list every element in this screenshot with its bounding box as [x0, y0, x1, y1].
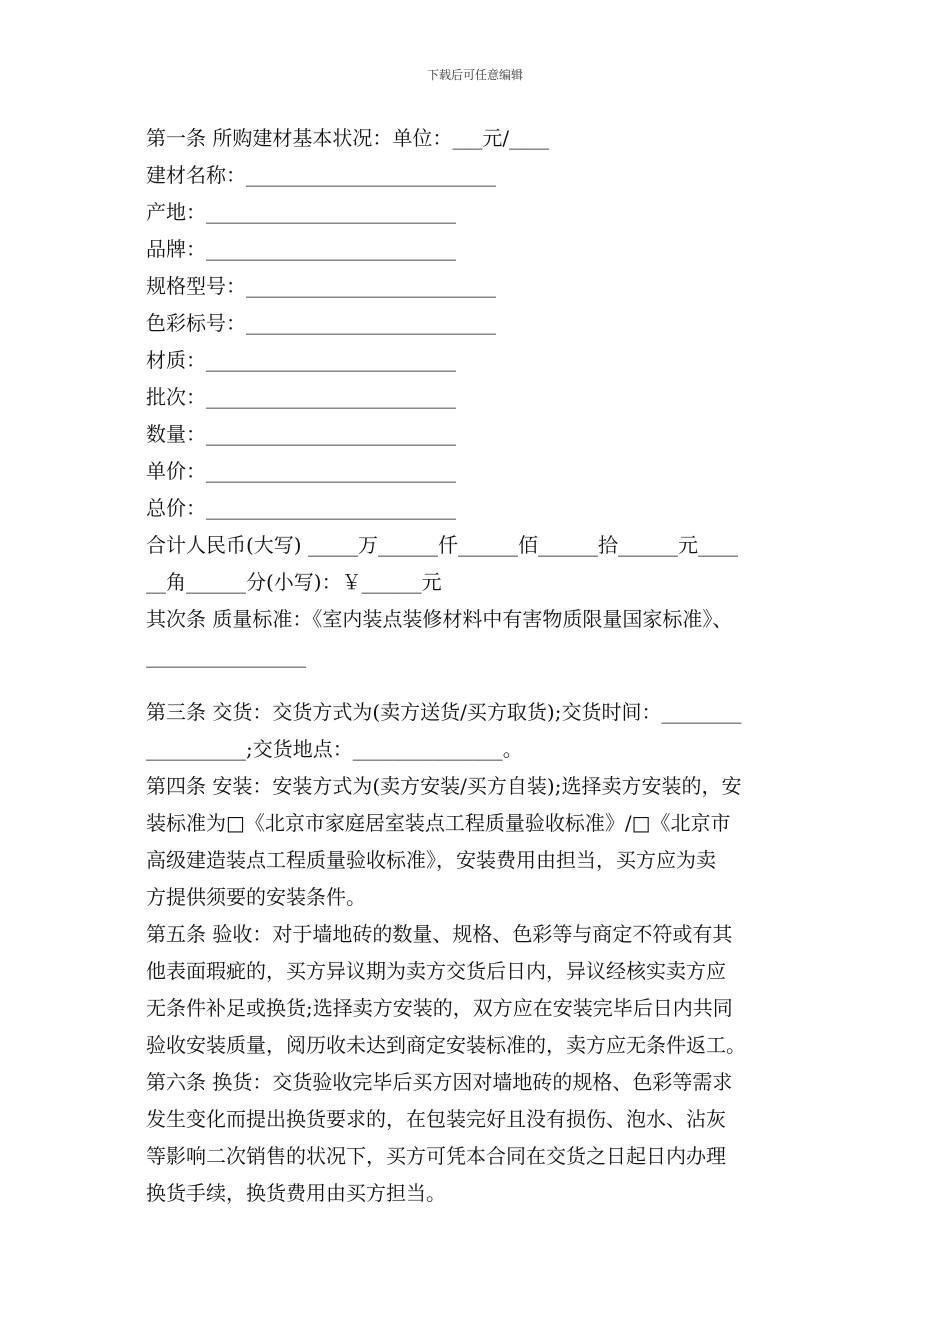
article-6-line-1: 第六条 换货：交货验收完毕后买方因对墙地砖的规格、色彩等需求 — [146, 1070, 733, 1094]
quantity-line: 数量：_________________________ — [146, 422, 456, 446]
spec-model-line: 规格型号：_________________________ — [146, 274, 496, 298]
unit-price-line: 单价：_________________________ — [146, 459, 456, 483]
batch-line: 批次：_________________________ — [146, 385, 456, 409]
article-4-line-1: 第四条 安装：安装方式为(卖方安装/买方自装);选择卖方安装的，安 — [146, 774, 742, 798]
article-4-line-3: 高级建造装点工程质量验收标准》，安装费用由担当，买方应为卖 — [146, 848, 716, 872]
article-6-line-4: 换货手续，换货费用由买方担当。 — [146, 1181, 446, 1205]
total-price-line: 总价：_________________________ — [146, 496, 456, 520]
brand-line: 品牌：_________________________ — [146, 237, 456, 261]
article-6-line-3: 等影响二次销售的状况下，买方可凭本合同在交货之日起日内办理 — [146, 1144, 726, 1168]
material-line: 材质：_________________________ — [146, 348, 456, 372]
color-code-line: 色彩标号：_________________________ — [146, 311, 496, 335]
article-5-line-3: 无条件补足或换货;选择卖方安装的，双方应在安装完毕后日内共同 — [146, 996, 733, 1020]
article-2-quality-line: 其次条 质量标准：《室内装点装修材料中有害物质限量国家标准》、 — [146, 607, 733, 631]
page-header: 下载后可任意编辑 — [426, 68, 523, 82]
article-4-line-4: 方提供须要的安装条件。 — [146, 885, 366, 909]
origin-line: 产地：_________________________ — [146, 200, 456, 224]
material-name-line: 建材名称：_________________________ — [146, 163, 496, 187]
article-5-line-4: 验收安装质量，阅历收未达到商定安装标准的，卖方应无条件返工。 — [146, 1033, 746, 1057]
article-3-delivery-line: 第三条 交货：交货方式为(卖方送货/买方取货);交货时间：________ — [146, 700, 742, 724]
article-6-line-2: 发生变化而提出换货要求的，在包装完好且没有损伤、泡水、沾灰 — [146, 1107, 726, 1131]
total-rmb-uppercase-line: 合计人民币(大写) _____万______仟______佰______拾______元____ — [146, 533, 738, 557]
article-5-line-2: 他表面瑕疵的，买方异议期为卖方交货后日内，异议经核实卖方应 — [146, 959, 726, 983]
article-4-line-2: 装标准为□《北京市家庭居室装点工程质量验收标准》/□《北京市 — [146, 811, 731, 835]
article-3-delivery-place-line: __________;交货地点：_______________。 — [146, 737, 523, 761]
article-2-blank-line: ________________ — [146, 644, 306, 668]
article-5-line-1: 第五条 验收：对于墙地砖的数量、规格、色彩等与商定不符或有其 — [146, 922, 733, 946]
spacer — [146, 675, 816, 694]
total-rmb-lowercase-line: __角______分(小写)：￥______元 — [146, 570, 442, 594]
article-1-unit-line: 第一条 所购建材基本状况：单位：___元/____ — [146, 126, 550, 150]
contract-body — [146, 120, 816, 1212]
